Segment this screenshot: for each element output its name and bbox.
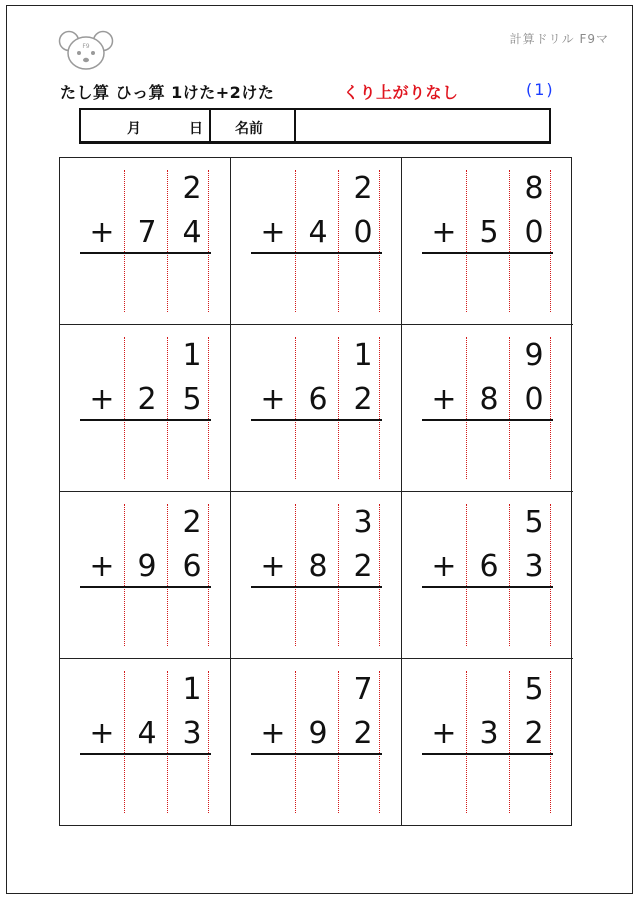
answer-line xyxy=(80,753,211,755)
digit-guide-line xyxy=(124,170,125,312)
addend-tens-digit: 8 xyxy=(308,549,328,584)
digit-guide-line xyxy=(338,504,339,646)
answer-line xyxy=(80,252,211,254)
addend-tens-digit: 9 xyxy=(137,549,157,584)
digit-guide-line xyxy=(379,504,380,646)
addend-ones-digit: 4 xyxy=(182,215,202,250)
digit-guide-line xyxy=(167,504,168,646)
digit-guide-line xyxy=(550,504,551,646)
plus-sign: + xyxy=(260,215,286,250)
digit-guide-line xyxy=(124,671,125,813)
digit-guide-line xyxy=(550,671,551,813)
addend-ones-digit: 2 xyxy=(353,382,373,417)
problem-cell xyxy=(402,158,573,325)
addend-tens-digit: 6 xyxy=(308,382,328,417)
digit-guide-line xyxy=(124,337,125,479)
addend-ones-digit: 2 xyxy=(353,549,373,584)
top-number: 5 xyxy=(524,505,544,540)
answer-line xyxy=(80,419,211,421)
problem-cell xyxy=(60,158,231,325)
plus-sign: + xyxy=(431,215,457,250)
answer-line xyxy=(422,252,553,254)
top-number: 1 xyxy=(353,338,373,373)
problem-cell xyxy=(60,659,231,826)
month-label: 月 xyxy=(127,121,141,137)
digit-guide-line xyxy=(295,170,296,312)
answer-line xyxy=(251,252,382,254)
top-number: 5 xyxy=(524,672,544,707)
addend-ones-digit: 3 xyxy=(524,549,544,584)
addend-ones-digit: 0 xyxy=(524,215,544,250)
digit-guide-line xyxy=(379,337,380,479)
digit-guide-line xyxy=(466,170,467,312)
plus-sign: + xyxy=(431,549,457,584)
answer-line xyxy=(251,753,382,755)
problem-cell xyxy=(402,659,573,826)
top-number: 3 xyxy=(353,505,373,540)
addend-ones-digit: 0 xyxy=(353,215,373,250)
digit-guide-line xyxy=(509,671,510,813)
logo-text: F9 xyxy=(82,43,90,50)
addend-ones-digit: 0 xyxy=(524,382,544,417)
digit-guide-line xyxy=(338,337,339,479)
brand-label: 計算ドリル F9マ xyxy=(509,32,609,46)
top-number: 9 xyxy=(524,338,544,373)
plus-sign: + xyxy=(260,716,286,751)
digit-guide-line xyxy=(167,337,168,479)
digit-guide-line xyxy=(466,504,467,646)
addend-ones-digit: 2 xyxy=(524,716,544,751)
title-row xyxy=(60,80,560,102)
digit-guide-line xyxy=(208,504,209,646)
digit-guide-line xyxy=(208,671,209,813)
plus-sign: + xyxy=(431,716,457,751)
digit-guide-line xyxy=(208,170,209,312)
digit-guide-line xyxy=(295,504,296,646)
top-number: 1 xyxy=(182,338,202,373)
top-number: 7 xyxy=(353,672,373,707)
digit-guide-line xyxy=(466,337,467,479)
digit-guide-line xyxy=(466,671,467,813)
addend-tens-digit: 4 xyxy=(308,215,328,250)
addend-tens-digit: 6 xyxy=(479,549,499,584)
problem-cell xyxy=(60,325,231,492)
problem-grid xyxy=(59,157,572,826)
addend-tens-digit: 2 xyxy=(137,382,157,417)
answer-line xyxy=(422,586,553,588)
worksheet-title: たし算 ひっ算 1けた+2けた xyxy=(60,83,275,102)
date-name-box xyxy=(79,108,551,144)
problem-cell xyxy=(231,158,402,325)
addend-tens-digit: 4 xyxy=(137,716,157,751)
plus-sign: + xyxy=(89,382,115,417)
digit-guide-line xyxy=(550,170,551,312)
addend-tens-digit: 7 xyxy=(137,215,157,250)
problem-cell xyxy=(231,659,402,826)
digit-guide-line xyxy=(295,337,296,479)
top-number: 2 xyxy=(182,505,202,540)
digit-guide-line xyxy=(509,337,510,479)
answer-line xyxy=(422,753,553,755)
digit-guide-line xyxy=(550,337,551,479)
mouse-logo-icon xyxy=(58,28,114,72)
digit-guide-line xyxy=(509,504,510,646)
digit-guide-line xyxy=(379,170,380,312)
answer-line xyxy=(251,419,382,421)
top-number: 2 xyxy=(182,171,202,206)
digit-guide-line xyxy=(338,170,339,312)
addend-ones-digit: 6 xyxy=(182,549,202,584)
digit-guide-line xyxy=(295,671,296,813)
addend-tens-digit: 3 xyxy=(479,716,499,751)
problem-cell xyxy=(60,492,231,659)
addend-tens-digit: 8 xyxy=(479,382,499,417)
plus-sign: + xyxy=(260,382,286,417)
digit-guide-line xyxy=(124,504,125,646)
digit-guide-line xyxy=(338,671,339,813)
answer-line xyxy=(251,586,382,588)
namebox-divider xyxy=(294,110,296,141)
plus-sign: + xyxy=(260,549,286,584)
problem-cell xyxy=(402,492,573,659)
problem-cell xyxy=(231,325,402,492)
plus-sign: + xyxy=(89,215,115,250)
top-number: 2 xyxy=(353,171,373,206)
worksheet-subtitle-red: くり上がりなし xyxy=(343,83,459,102)
namebox-divider xyxy=(209,110,211,141)
plus-sign: + xyxy=(89,549,115,584)
digit-guide-line xyxy=(167,671,168,813)
digit-guide-line xyxy=(167,170,168,312)
sheet-number: (1) xyxy=(526,80,555,99)
digit-guide-line xyxy=(509,170,510,312)
addend-ones-digit: 5 xyxy=(182,382,202,417)
top-number: 1 xyxy=(182,672,202,707)
problem-cell xyxy=(402,325,573,492)
digit-guide-line xyxy=(208,337,209,479)
top-number: 8 xyxy=(524,171,544,206)
addend-tens-digit: 5 xyxy=(479,215,499,250)
answer-line xyxy=(80,586,211,588)
name-label: 名前 xyxy=(235,121,263,137)
plus-sign: + xyxy=(431,382,457,417)
addend-ones-digit: 3 xyxy=(182,716,202,751)
digit-guide-line xyxy=(379,671,380,813)
addend-tens-digit: 9 xyxy=(308,716,328,751)
day-label: 日 xyxy=(189,121,203,137)
answer-line xyxy=(422,419,553,421)
addend-ones-digit: 2 xyxy=(353,716,373,751)
problem-cell xyxy=(231,492,402,659)
plus-sign: + xyxy=(89,716,115,751)
